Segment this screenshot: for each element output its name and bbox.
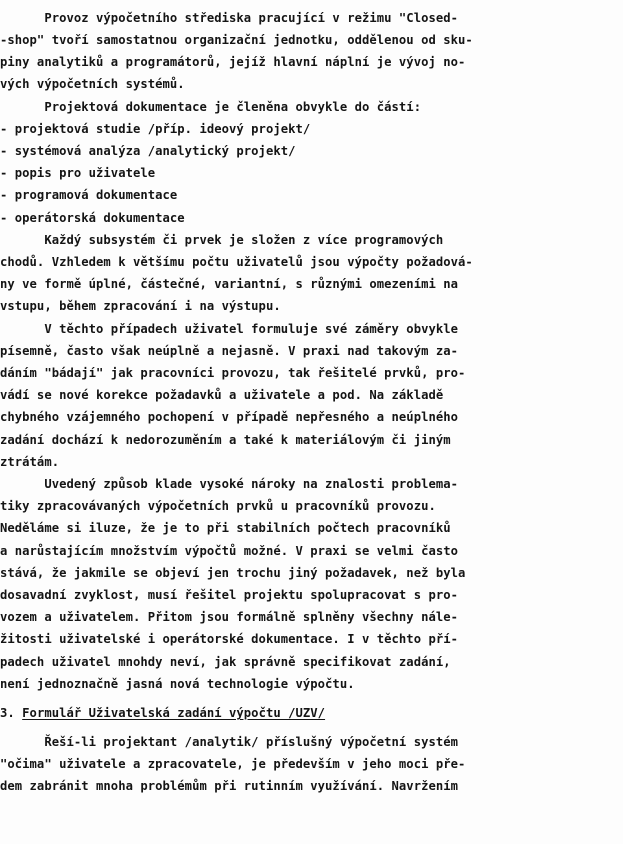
text-line: stává, že jakmile se objeví jen trochu jiný požadavek, než byla [0,566,466,580]
text-line: písemně, často však neúplně a nejasně. V praxi nad takovým za- [0,344,459,358]
text-line: tiky zpracovávaných výpočetních prvků u pracovníků provozu. [0,499,436,513]
text-line: Provoz výpočetního střediska pracující v režimu "Closed- [0,11,459,25]
section-heading [0,702,325,724]
text-line: ztrátám. [0,455,60,469]
text-line: "očima" uživatele a zpracovatele, je především v jeho moci pře- [0,757,466,771]
text-line: chybného vzájemného pochopení v případě nepřesného a neúplného [0,410,459,424]
text-line: vstupu, během zpracování i na výstupu. [0,299,281,313]
text-line: Řeší-li projektant /analytik/ příslušný výpočetní systém [0,735,459,749]
text-line: dáním "bádají" jak pracovníci provozu, tak řešitelé prvků, pro- [0,366,466,380]
text-line: piny analytiků a programátorů, jejíž hlavní náplní je vývoj no- [0,55,466,69]
text-line: žitosti uživatelské i operátorské dokumentace. I v těchto pří- [0,632,459,646]
list-item: - systémová analýza /analytický projekt/ [0,144,296,158]
text-line: Projektová dokumentace je členěna obvykle do částí: [0,100,422,114]
section-number: 3. [0,706,23,720]
text-line: vých výpočetních systémů. [0,77,185,91]
text-line: Uvedený způsob klade vysoké nároky na znalosti problema- [0,477,459,491]
list-item: - popis pro uživatele [0,166,156,180]
list-item: - projektová studie /příp. ideový projekt/ [0,122,311,136]
text-line: vozem a uživatelem. Přitom jsou formálně splněny všechny nále- [0,610,459,624]
text-line: zadání dochází k nedorozuměním a také k materiálovým či jiným [0,433,451,447]
text-line: dosavadní zvyklost, musí řešitel projektu spolupracovat s pro- [0,588,459,602]
text-line: není jednoznačně jasná nová technologie výpočtu. [0,677,355,691]
text-line: V těchto případech uživatel formuluje své záměry obvykle [0,322,459,336]
text-line: -shop" tvoří samostatnou organizační jednotku, oddělenou od sku- [0,33,473,47]
text-line: vádí se nové korekce požadavků a uživatele a pod. Na základě [0,388,444,402]
section-title: Formulář Uživatelská zadání výpočtu /UZV/ [22,706,326,720]
list-item: - programová dokumentace [0,188,178,202]
list-item: - operátorská dokumentace [0,211,185,225]
text-line: padech uživatel mnohdy neví, jak správně specifikovat zadání, [0,655,451,669]
text-line: Neděláme si iluze, že je to při stabilních počtech pracovníků [0,521,451,535]
text-line: chodů. Vzhledem k většímu počtu uživatelů jsou výpočty požadová- [0,255,473,269]
text-line: Každý subsystém či prvek je složen z více programových [0,233,444,247]
text-line: ny ve formě úplné, částečné, variantní, s různými omezeními na [0,277,459,291]
text-line: dem zabránit mnoha problémům při rutinním využívání. Navržením [0,779,459,793]
text-line: a narůstajícím množstvím výpočtů možné. V praxi se velmi často [0,544,459,558]
